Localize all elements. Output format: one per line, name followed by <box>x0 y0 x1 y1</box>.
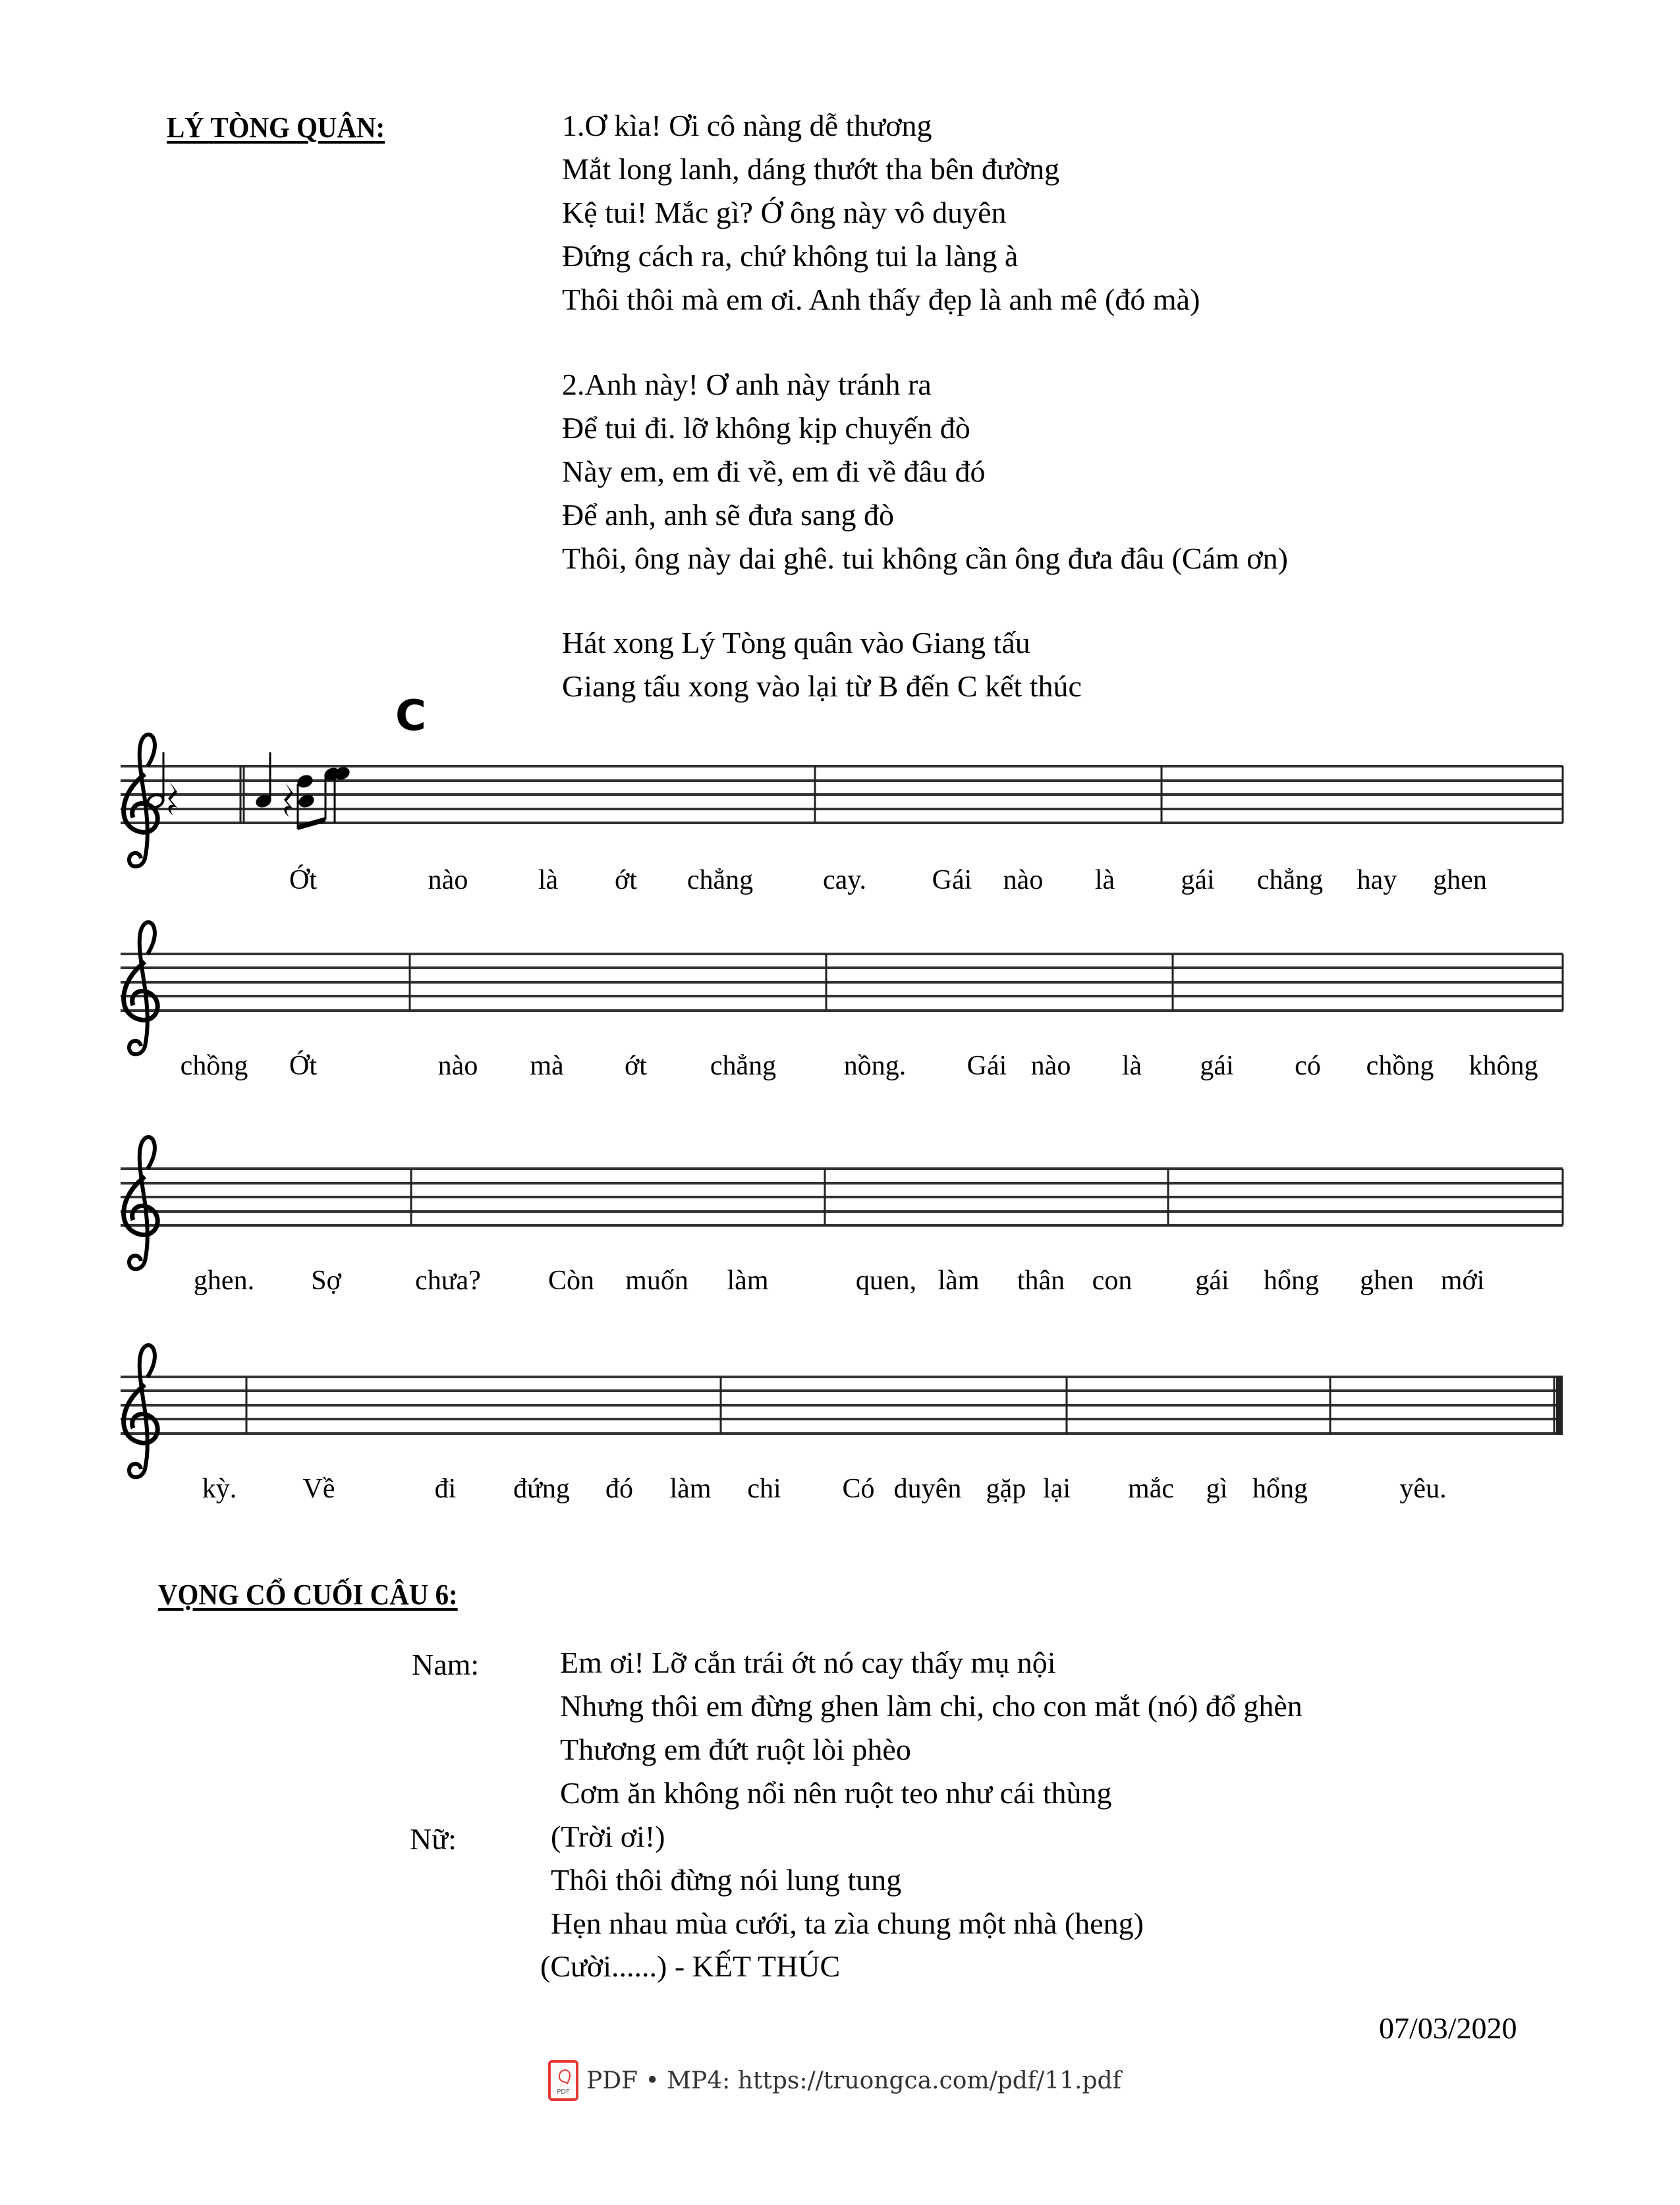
speaker-label-nu: Nữ: <box>410 1822 457 1856</box>
lyrics-system-1 <box>0 864 1680 897</box>
section-heading-ly-tong-quan: LÝ TÒNG QUÂN: <box>167 111 385 144</box>
footer-link[interactable] <box>548 2060 1121 2101</box>
verse-line: 2.Anh này! Ơ anh này tránh ra <box>562 368 932 401</box>
lyric-syllable: nồng. <box>843 1051 907 1081</box>
treble-clef-icon <box>124 1137 158 1269</box>
lyric-syllable: gì <box>1206 1474 1228 1504</box>
treble-clef-icon <box>124 922 158 1054</box>
nam-lines <box>560 1641 1302 1815</box>
lyric-line: (Trời ơi!) <box>551 1820 665 1853</box>
lyric-syllable: có <box>1295 1051 1321 1081</box>
lyric-syllable: mắc <box>1128 1474 1174 1504</box>
lyric-syllable: hổng <box>1252 1474 1308 1504</box>
lyric-syllable: con <box>1092 1266 1133 1296</box>
lyric-syllable: muốn <box>625 1266 688 1296</box>
lyric-syllable: nào <box>1003 865 1044 895</box>
lyric-syllable: thân <box>1017 1266 1065 1296</box>
lyric-syllable: làm <box>727 1266 769 1296</box>
staff-system-4 <box>121 1345 1563 1477</box>
footer-link-text[interactable]: PDF • MP4: https://truongca.com/pdf/11.pdf <box>586 2067 1121 2094</box>
verse-line: Để anh, anh sẽ đưa sang đò <box>562 498 894 532</box>
lyric-syllable: ớt <box>615 865 637 895</box>
lyric-syllable: gái <box>1195 1266 1229 1296</box>
lyric-syllable: nào <box>437 1051 478 1081</box>
lyric-line: Thương em đứt ruột lòi phèo <box>560 1733 911 1766</box>
staff-system-2 <box>121 922 1563 1054</box>
lyric-syllable: mới <box>1440 1266 1485 1296</box>
lyric-syllable: ghen <box>1433 865 1487 895</box>
instruction-line: Hát xong Lý Tòng quân vào Giang tấu <box>562 626 1030 659</box>
staff-system-1 <box>121 735 1563 866</box>
speaker-label-nam: Nam: <box>412 1648 480 1681</box>
lyric-syllable: làm <box>669 1474 712 1504</box>
lyric-syllable: không <box>1469 1051 1538 1081</box>
ending-line: (Cười......) - KẾT THÚC <box>540 1949 841 1983</box>
staff-system-3 <box>121 1137 1563 1269</box>
lyric-syllable: Về <box>302 1474 335 1504</box>
lyric-syllable: yêu. <box>1399 1474 1447 1504</box>
rehearsal-mark-c: C <box>395 692 426 740</box>
pdf-file-icon: PDF <box>548 2060 578 2101</box>
verse-line: Thôi thôi mà em ơi. Anh thấy đẹp là anh mê (đó mà) <box>562 283 1200 316</box>
lyric-syllable: Còn <box>547 1266 595 1296</box>
lyric-syllable: Ớt <box>289 865 317 895</box>
verse-line: Kệ tui! Mắc gì? Ớ ông này vô duyên <box>562 196 1007 229</box>
lyric-syllable: hổng <box>1264 1266 1319 1296</box>
lyric-syllable: chẳng <box>686 865 754 895</box>
lyric-syllable: mà <box>530 1051 564 1081</box>
lyric-syllable: chồng <box>180 1051 248 1081</box>
verse-line: Thôi, ông này dai ghê. tui không cần ông đưa đâu (Cám ơn) <box>562 542 1288 575</box>
lyric-syllable: kỳ. <box>202 1474 237 1504</box>
verse-line: Mắt long lanh, dáng thướt tha bên đường <box>562 152 1060 186</box>
lyric-syllable: chi <box>747 1474 781 1504</box>
verse-line: Đứng cách ra, chứ không tui la làng à <box>562 239 1019 273</box>
lyric-syllable: gái <box>1181 865 1215 895</box>
lyric-syllable: nào <box>428 865 468 895</box>
lyric-syllable: chẳng <box>1256 865 1324 895</box>
lyric-syllable: là <box>538 865 559 895</box>
lyric-syllable: là <box>1094 865 1115 895</box>
lyric-syllable: Có <box>842 1474 875 1504</box>
lyric-syllable: Ớt <box>289 1051 317 1081</box>
lyric-syllable: ghen. <box>193 1266 255 1296</box>
lyric-syllable: là <box>1121 1051 1142 1081</box>
lyric-line: Em ơi! Lỡ cắn trái ớt nó cay thấy mụ nội <box>560 1646 1056 1679</box>
lyric-syllable: lại <box>1043 1474 1071 1504</box>
lyric-line: Nhưng thôi em đừng ghen làm chi, cho con mắt (nó) đổ ghèn <box>560 1689 1302 1723</box>
lyric-line: Thôi thôi đừng nói lung tung <box>551 1863 902 1897</box>
verse-line: Này em, em đi về, em đi về đâu đó <box>562 455 986 488</box>
lyric-syllable: gái <box>1200 1051 1234 1081</box>
verse-line: Để tui đi. lỡ không kịp chuyến đò <box>562 411 970 445</box>
lyric-line: Cơm ăn không nổi nên ruột teo như cái thùng <box>560 1776 1112 1810</box>
section-heading-vong-co: VỌNG CỔ CUỐI CÂU 6: <box>158 1578 458 1611</box>
lyric-syllable: đứng <box>513 1474 570 1504</box>
lyric-syllable: gặp <box>986 1474 1026 1504</box>
lyrics-system-4 <box>0 1473 1680 1506</box>
lyric-line: Hẹn nhau mùa cưới, ta zìa chung một nhà (heng) <box>551 1907 1144 1940</box>
lyric-syllable: cay. <box>822 865 867 895</box>
lyric-syllable: đó <box>605 1474 633 1504</box>
lyric-syllable: chưa? <box>415 1266 481 1296</box>
date: 07/03/2020 <box>1379 2011 1517 2045</box>
lyric-syllable: Gái <box>966 1051 1007 1081</box>
lyric-syllable: quen, <box>855 1266 917 1296</box>
lyric-syllable: ớt <box>625 1051 647 1081</box>
lyric-syllable: ghen <box>1360 1266 1414 1296</box>
lyric-syllable: đi <box>434 1474 457 1504</box>
lyric-syllable: nào <box>1030 1051 1071 1081</box>
instruction-line: Giang tấu xong vào lại từ B đến C kết thúc <box>562 669 1082 703</box>
lyric-syllable: chẳng <box>710 1051 777 1081</box>
lyric-syllable: hay <box>1357 865 1397 895</box>
treble-clef-icon <box>124 735 158 866</box>
lyric-syllable: làm <box>938 1266 980 1296</box>
lyric-syllable: duyên <box>893 1474 962 1504</box>
lyric-syllable: Sợ <box>311 1266 341 1296</box>
nu-lines <box>551 1815 1144 1945</box>
lyric-syllable: chồng <box>1366 1051 1434 1081</box>
verse-line: 1.Ơ kìa! Ơi cô nàng dễ thương <box>562 109 932 142</box>
treble-clef-icon <box>124 1345 158 1477</box>
lyrics-system-3 <box>0 1265 1680 1298</box>
lyric-syllable: Gái <box>932 865 972 895</box>
lyrics-system-2 <box>0 1050 1680 1083</box>
